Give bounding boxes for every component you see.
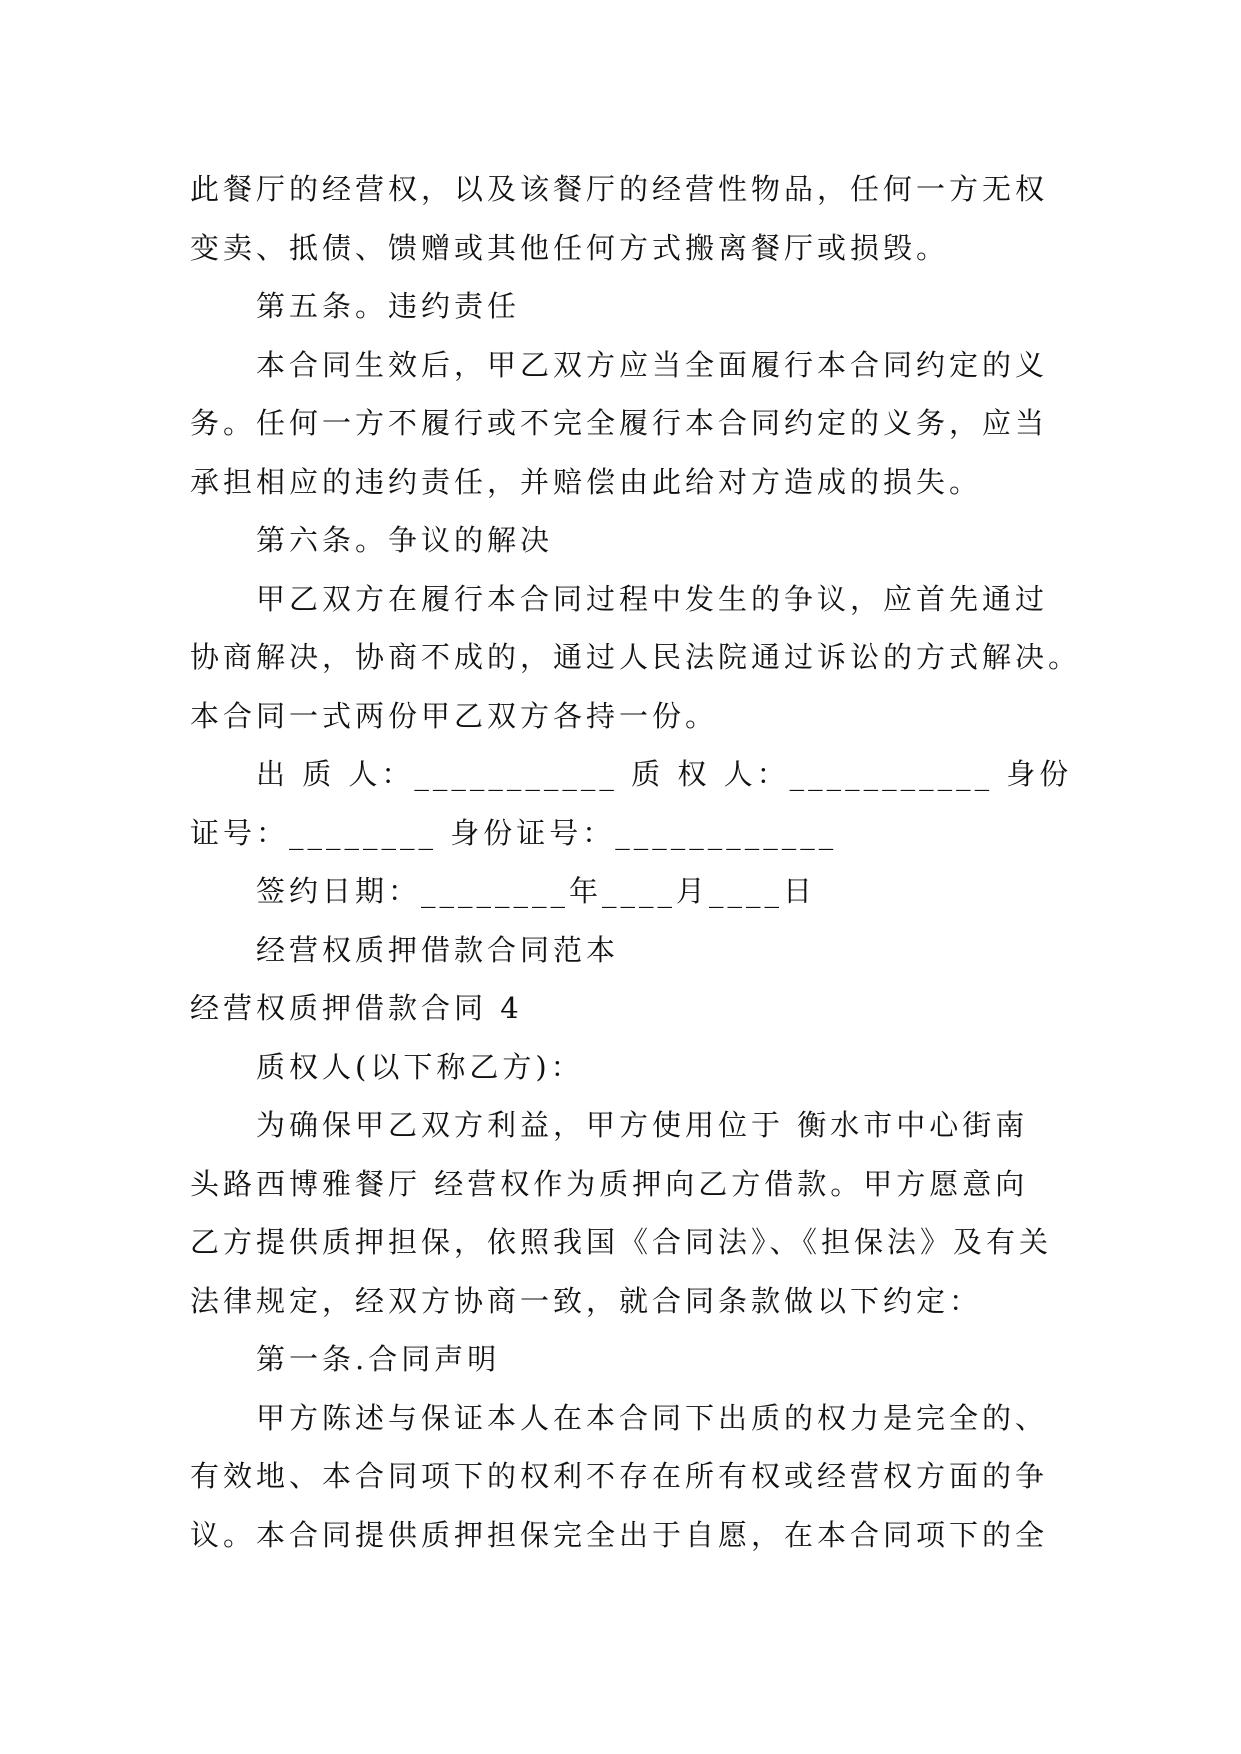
text-line: 甲乙双方在履行本合同过程中发生的争议，应首先通过 <box>256 581 1049 616</box>
text-line: 甲方陈述与保证本人在本合同下出质的权力是完全的、 <box>256 1400 1049 1435</box>
text-line: 质权人(以下称乙方)： <box>256 1049 584 1084</box>
text-line: 有效地、本合同项下的权利不存在所有权或经营权方面的争 <box>190 1459 1049 1493</box>
text-line: 议。本合同提供质押担保完全出于自愿，在本合同项下的全 <box>190 1517 1049 1552</box>
text-line: 此餐厅的经营权，以及该餐厅的经营性物品，任何一方无权 <box>190 172 1049 206</box>
text-line: 为确保甲乙双方利益，甲方使用位于 衡水市中心街南 <box>256 1108 1029 1142</box>
text-line: 第五条。违约责任 <box>256 289 521 323</box>
text-line: 协商解决，协商不成的，通过人民法院通过诉讼的方式解决。 <box>190 640 1082 674</box>
text-line: 出 质 人：___________ 质 权 人：___________ 身份 <box>256 757 1073 791</box>
text-line: 经营权质押借款合同范本 <box>256 932 620 967</box>
text-line: 本合同一式两份甲乙双方各持一份。 <box>190 698 719 733</box>
text-line: 务。任何一方不履行或不完全履行本合同约定的义务，应当 <box>190 406 1049 440</box>
text-line: 承担相应的违约责任，并赔偿由此给对方造成的损失。 <box>190 464 983 499</box>
text-line: 签约日期：________年____月____日 <box>256 874 817 908</box>
text-line: 第一条.合同声明 <box>256 1342 501 1376</box>
text-line: 头路西博雅餐厅 经营权作为质押向乙方借款。甲方愿意向 <box>190 1166 1029 1201</box>
text-line: 证号：________ 身份证号：____________ <box>190 815 838 850</box>
text-line: 变卖、抵债、馈赠或其他任何方式搬离餐厅或损毁。 <box>190 230 950 265</box>
document-body <box>190 160 1082 1564</box>
text-line: 法律规定，经双方协商一致，就合同条款做以下约定： <box>190 1283 983 1318</box>
text-line: 本合同生效后，甲乙双方应当全面履行本合同约定的义 <box>256 347 1049 382</box>
text-line: 经营权质押借款合同 4 <box>190 991 523 1025</box>
text-line: 乙方提供质押担保，依照我国《合同法》、《担保法》及有关 <box>190 1225 1053 1259</box>
text-line: 第六条。争议的解决 <box>256 523 554 557</box>
